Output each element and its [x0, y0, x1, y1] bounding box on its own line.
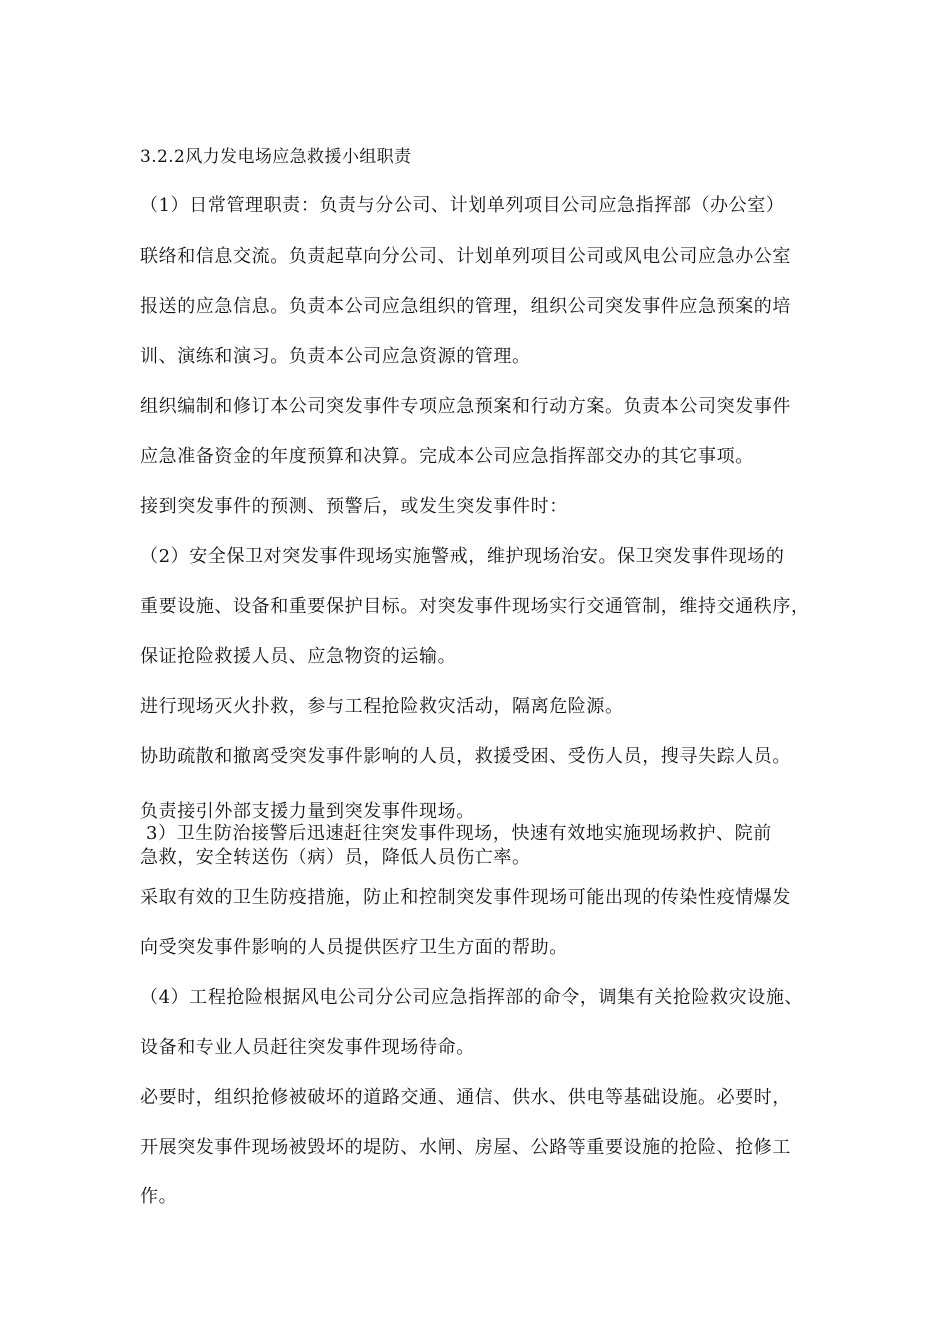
- paragraph-line: 接到突发事件的预测、预警后，或发生突发事件时：: [140, 496, 568, 517]
- paragraph-line: 采取有效的卫生防疫措施，防止和控制突发事件现场可能出现的传染性疫情爆发: [140, 887, 791, 908]
- paragraph-line: 协助疏散和撤离受突发事件影响的人员，救援受困、受伤人员，搜寻失踪人员。: [140, 746, 791, 767]
- paragraph-line: 报送的应急信息。负责本公司应急组织的管理，组织公司突发事件应急预案的培: [140, 296, 791, 317]
- paragraph-line: 重要设施、设备和重要保护目标。对突发事件现场实行交通管制，维持交通秩序，: [140, 596, 810, 617]
- paragraph-line: 联络和信息交流。负责起草向分公司、计划单列项目公司或风电公司应急办公室: [140, 246, 791, 267]
- paragraph-line: 3）卫生防治接警后迅速赶往突发事件现场，快速有效地实施现场救护、院前: [146, 823, 772, 844]
- paragraph-line: 作。: [140, 1186, 178, 1207]
- paragraph-line: （2）安全保卫对突发事件现场实施警戒，维护现场治安。保卫突发事件现场的: [140, 546, 785, 567]
- paragraph-line: 急救，安全转送伤（病）员，降低人员伤亡率。: [140, 847, 531, 868]
- paragraph-line: 应急准备资金的年度预算和决算。完成本公司应急指挥部交办的其它事项。: [140, 446, 754, 467]
- paragraph-line: 保证抢险救援人员、应急物资的运输。: [140, 646, 457, 667]
- section-heading: 3.2.2风力发电场应急救援小组职责: [140, 147, 412, 167]
- paragraph-line: （4）工程抢险根据风电公司分公司应急指挥部的命令，调集有关抢险救灾设施、: [140, 987, 804, 1008]
- paragraph-line: 向受突发事件影响的人员提供医疗卫生方面的帮助。: [140, 937, 568, 958]
- paragraph-line: 进行现场灭火扑救，参与工程抢险救灾活动，隔离危险源。: [140, 696, 624, 717]
- paragraph-line: （1）日常管理职责：负责与分公司、计划单列项目公司应急指挥部（办公室）: [140, 195, 785, 216]
- paragraph-line: 组织编制和修订本公司突发事件专项应急预案和行动方案。负责本公司突发事件: [140, 396, 791, 417]
- paragraph-line: 开展突发事件现场被毁坏的堤防、水闸、房屋、公路等重要设施的抢险、抢修工: [140, 1137, 791, 1158]
- paragraph-line: 负责接引外部支援力量到突发事件现场。: [140, 801, 475, 822]
- paragraph-line: 训、演练和演习。负责本公司应急资源的管理。: [140, 346, 531, 367]
- paragraph-line: 必要时，组织抢修被破坏的道路交通、通信、供水、供电等基础设施。必要时，: [140, 1087, 791, 1108]
- paragraph-line: 设备和专业人员赶往突发事件现场待命。: [140, 1037, 475, 1058]
